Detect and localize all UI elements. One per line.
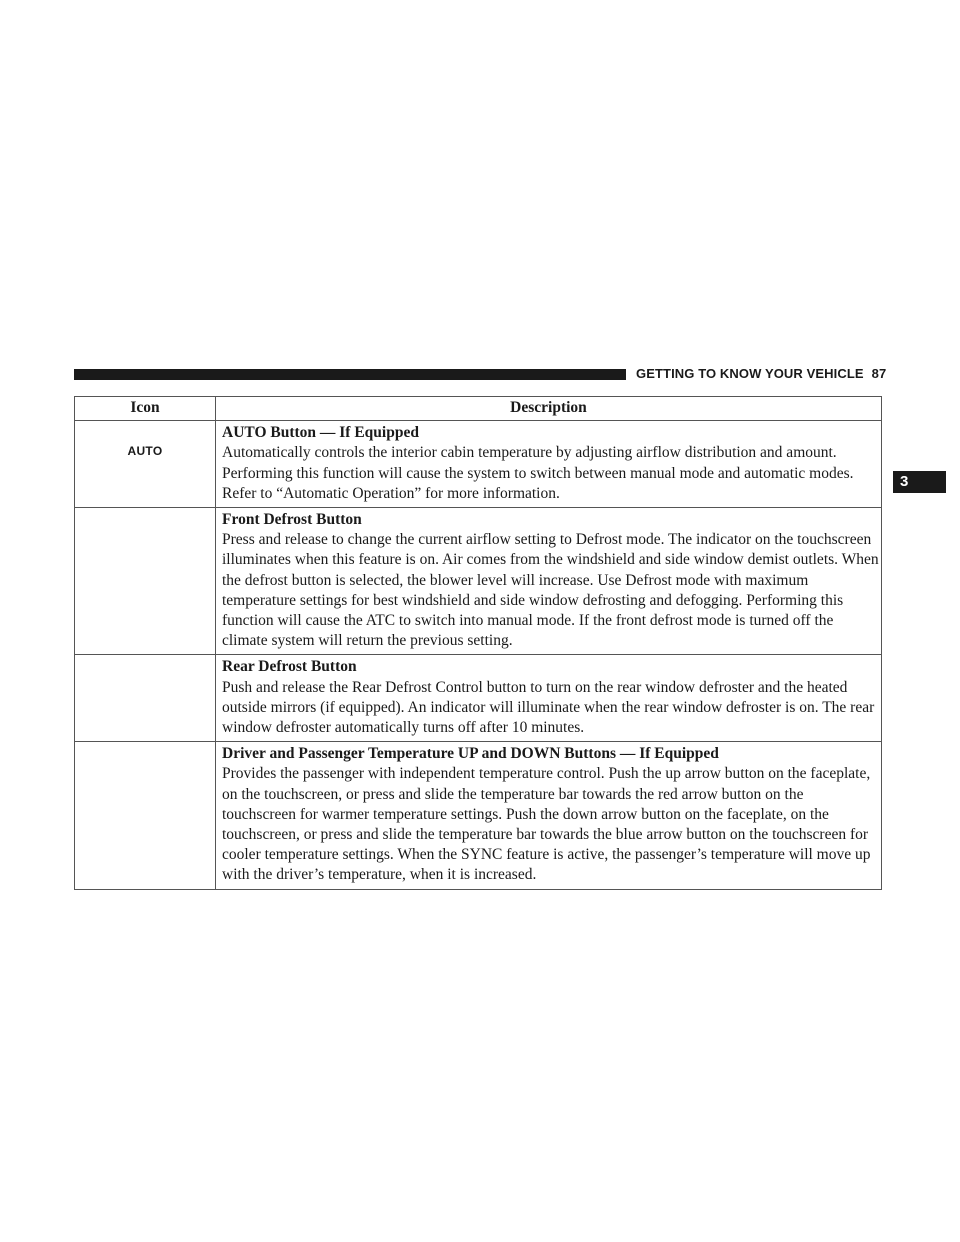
row-title: Driver and Passenger Temperature UP and DOWN Buttons — If Equipped bbox=[222, 745, 719, 763]
header-rule bbox=[74, 369, 626, 380]
rear-defrost-icon bbox=[75, 655, 216, 742]
page-number: 87 bbox=[871, 366, 887, 381]
section-title: GETTING TO KNOW YOUR VEHICLE bbox=[636, 366, 864, 381]
row-body: Press and release to change the current airflow setting to Defrost mode. The indicator on the touchscreen illuminates when this feature is on. Air comes from the windshield and side window demist outlets. When the defrost button is selected, the blower level will increase. Use Defrost mode with maximum temperature settings for best windshield and side window defrosting and defogging. Performing this function will cause the ATC to switch into manual mode. If the front defrost mode is turned off the climate system will return the previous setting. bbox=[222, 531, 879, 650]
front-defrost-icon bbox=[75, 508, 216, 655]
row-body: Provides the passenger with independent temperature control. Push the up arrow button on the faceplate, on the touchscreen, or press and slide the temperature bar towards the red arrow button on the touchscreen for warmer temperature settings. Push the down arrow button on the faceplate, on the touchscreen, or press and slide the temperature bar towards the blue arrow button on the touchscreen for cooler temperature settings. When the SYNC feature is active, the passenger’s temperature will move up with the driver’s temperature, when it is increased. bbox=[222, 765, 871, 884]
climate-controls-table bbox=[74, 396, 882, 890]
description-cell bbox=[216, 508, 882, 655]
table-row bbox=[75, 742, 882, 889]
description-cell bbox=[216, 655, 882, 742]
row-title: Rear Defrost Button bbox=[222, 658, 357, 676]
table-row bbox=[75, 655, 882, 742]
header-description: Description bbox=[216, 397, 882, 421]
row-title: AUTO Button — If Equipped bbox=[222, 424, 419, 442]
chapter-tab: 3 bbox=[893, 471, 946, 493]
header-icon: Icon bbox=[75, 397, 216, 421]
table-header-row bbox=[75, 397, 882, 421]
row-title: Front Defrost Button bbox=[222, 511, 362, 529]
description-cell bbox=[216, 421, 882, 508]
auto-icon: AUTO bbox=[127, 444, 163, 459]
running-header bbox=[636, 365, 886, 383]
description-cell bbox=[216, 742, 882, 889]
row-body: Push and release the Rear Defrost Control button to turn on the rear window defroster and the heated outside mirrors (if equipped). An indicator will illuminate when the rear window defroster is on. The rear window defroster automatically turns off after 10 minutes. bbox=[222, 678, 875, 737]
icon-cell bbox=[75, 421, 216, 508]
row-body: Automatically controls the interior cabin temperature by adjusting airflow distribution and amount. Performing this function will cause the system to switch between manual mode and automatic modes. Refer to “Automatic Operation” for more information. bbox=[222, 444, 854, 502]
table-row bbox=[75, 421, 882, 508]
table-row bbox=[75, 508, 882, 655]
temperature-buttons-icon bbox=[75, 742, 216, 889]
